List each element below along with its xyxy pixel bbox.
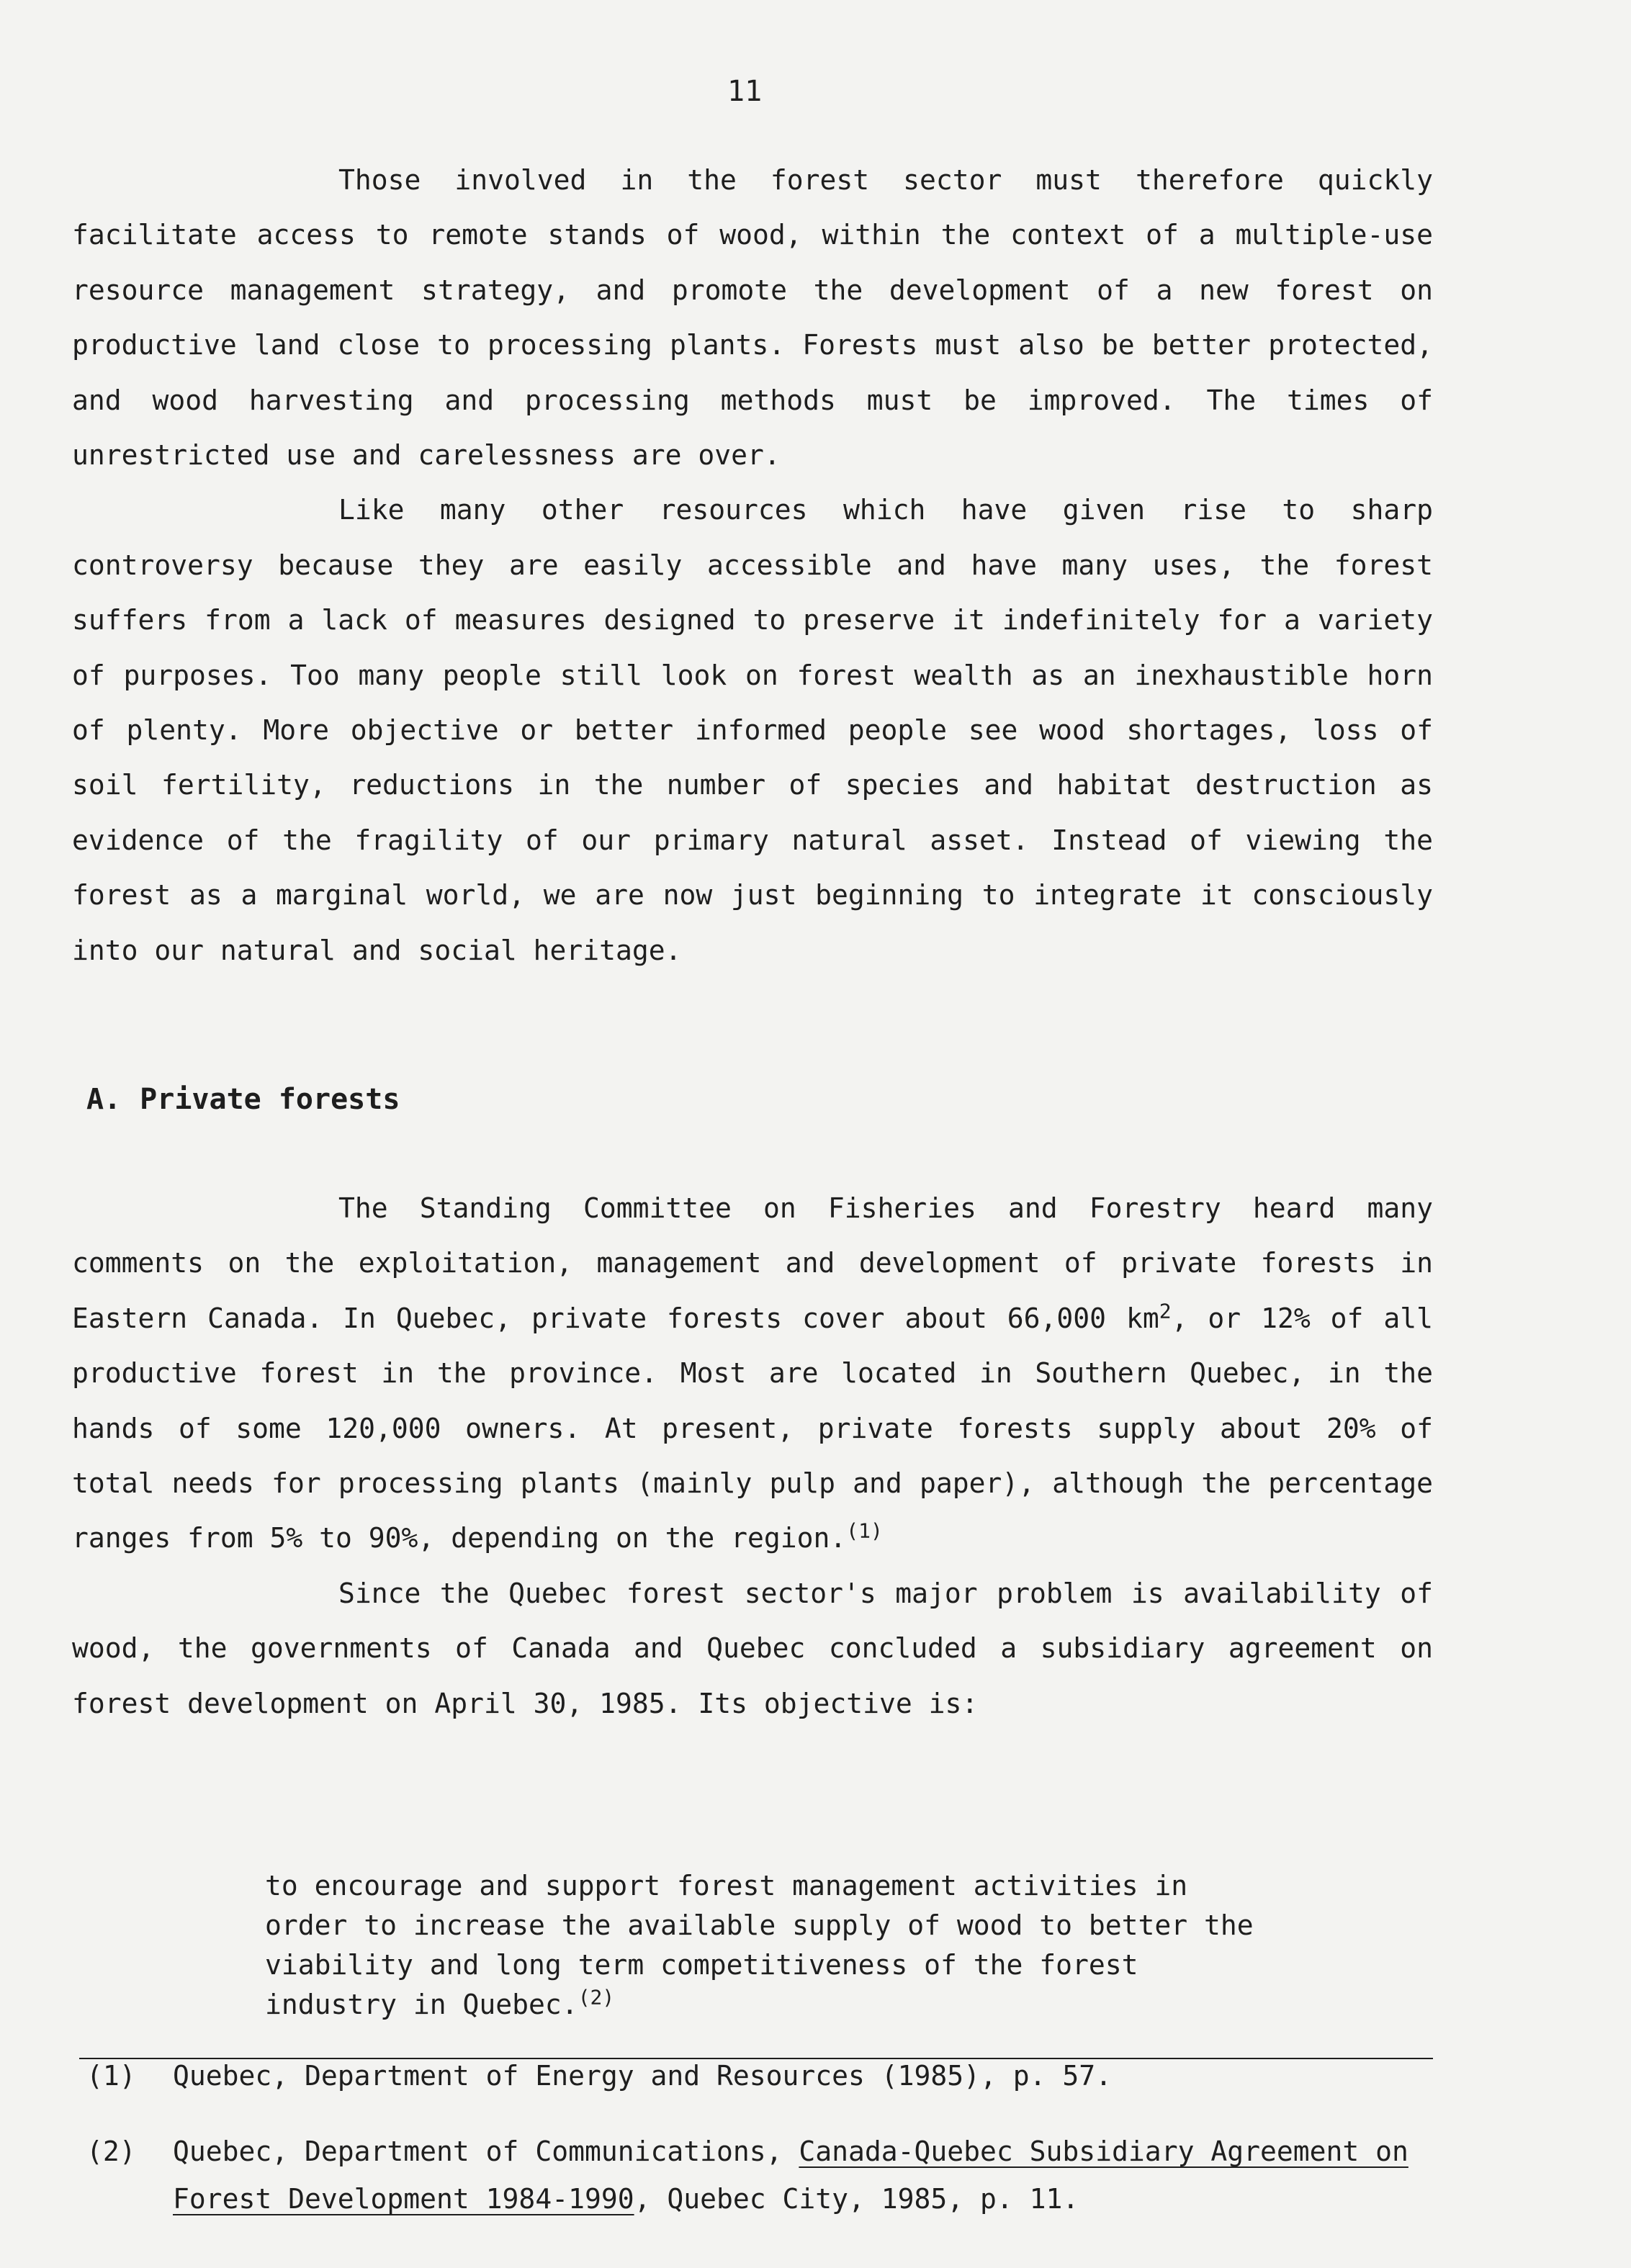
- footnote-title-underlined: Canada-Quebec Subsidiary Agreement on Forest Development 1984-1990: [173, 2136, 1408, 2215]
- paragraph-subsidiary-agreement: Since the Quebec forest sector's major problem is availability of wood, the governments of Canada and Quebec concluded a subsidiary agreement on forest development on April 30, 1985. Its objective is:: [72, 1577, 1433, 1719]
- footnote-ref-1: (1): [846, 1518, 883, 1543]
- section-title: Private forests: [140, 1083, 400, 1116]
- footnote-text: Quebec, Department of Energy and Resources (1985), p. 57.: [173, 2060, 1113, 2092]
- footnote-text: Quebec, Department of Communications, Canada-Quebec Subsidiary Agreement on Forest Development 1984-1990, Quebec City, 1985, p. 11.: [173, 2136, 1408, 2215]
- body-text-private-forests: [72, 1181, 1433, 1731]
- block-quote: to encourage and support forest management activities in order to increase the available supply of wood to better the viability and long term competitiveness of the forest industry in Quebec.$^{(2)}$: [265, 1870, 1254, 2020]
- footnote-number: (1): [86, 2060, 136, 2092]
- footnote-1: [86, 2052, 1112, 2100]
- section-heading: [86, 1083, 400, 1116]
- section-letter: A.: [86, 1083, 122, 1116]
- page-number: 11: [727, 75, 763, 108]
- body-text-top: [72, 153, 1433, 978]
- footnote-ref-2: (2): [578, 1985, 615, 2010]
- footnote-number: (2): [86, 2136, 136, 2167]
- paragraph-private-forests: The Standing Committee on Fisheries and Forestry heard many comments on the exploitation, management and development of private forests in Eastern Canada. In Quebec, private forests cover about 66,000 $km^2$, or 12% of all productive forest in the province. Most are located in Southern Quebec, in the hands of some 120,000 owners. At present, private forests supply about 20% of total needs for processing plants (mainly pulp and paper), although the percentage ranges from 5% to 90%, depending on the region.$^{(1)}$: [72, 1192, 1434, 1554]
- footnote-2: [86, 2128, 1447, 2215]
- superscript-2: 2: [1159, 1299, 1172, 1323]
- paragraph-forest-sector: Those involved in the forest sector must therefore quickly facilitate access to remote stands of wood, within the context of a multiple-use resource management strategy, and promote the development of a new forest on productive land close to processing plants. Forests must also be better protected, and wood harvesting and processing methods must be improved. The times of unrestricted use and carelessness are over.: [72, 164, 1433, 472]
- paragraph-controversy: Like many other resources which have given rise to sharp controversy because they are easily accessible and have many uses, the forest suffers from a lack of measures designed to preserve it indefinitely for a variety of purposes. Too many people still look on forest wealth as an inexhaustible horn of plenty. More objective or better informed people see wood shortages, loss of soil fertility, reductions in the number of species and habitat destruction as evidence of the fragility of our primary natural asset. Instead of viewing the forest as a marginal world, we are now just beginning to integrate it consciously into our natural and social heritage.: [72, 494, 1433, 966]
